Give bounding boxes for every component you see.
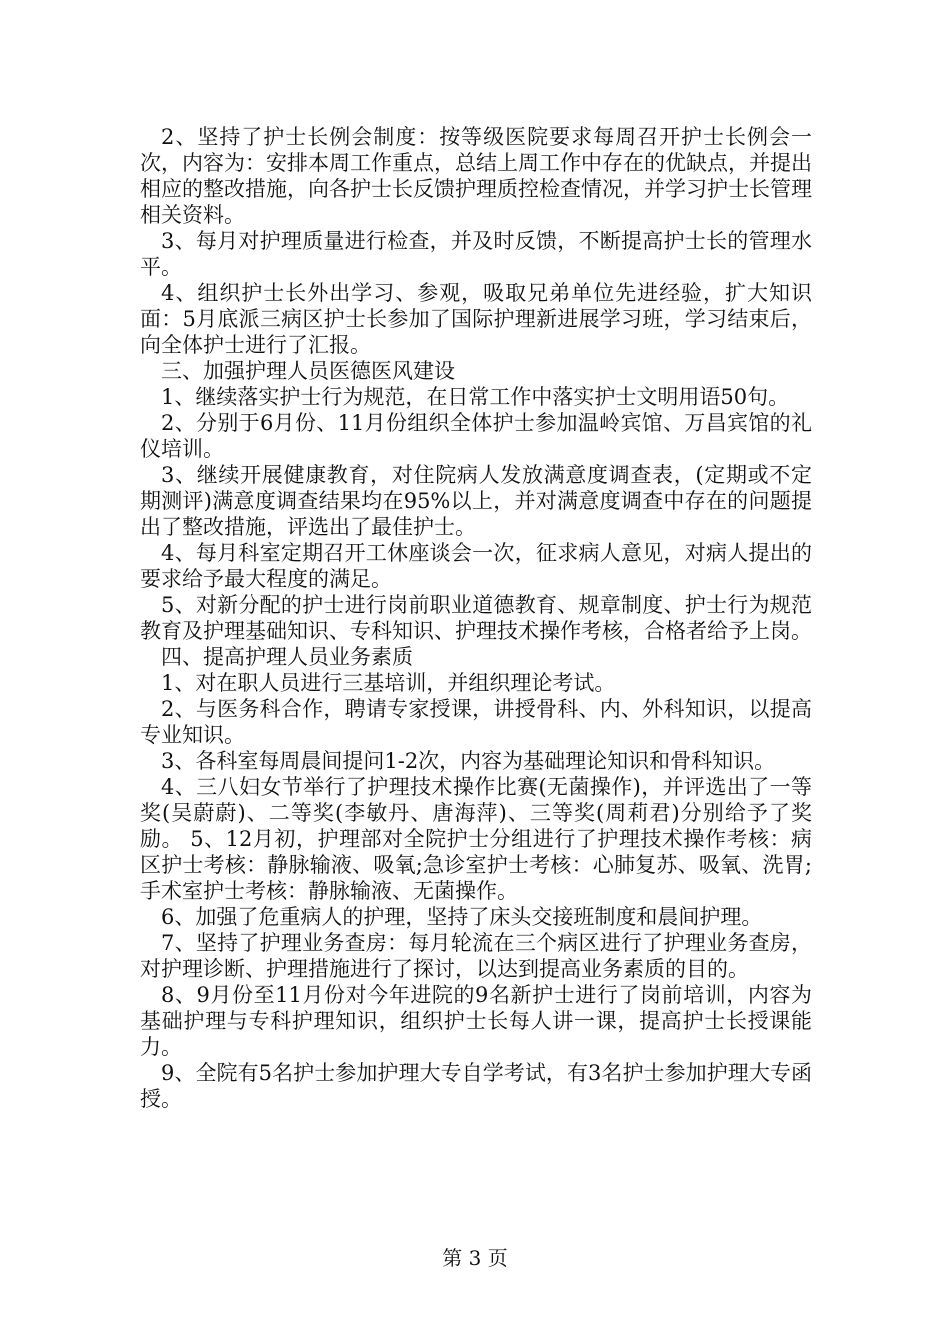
paragraph-regular-meeting: 2、坚持了护士长例会制度：按等级医院要求每周召开护士长例会一次，内容为：安排本周工作重点，总结上周工作中存在的优缺点，并提出相应的整改措施，向各护士长反馈护理质控检查情况，并学习护士长管理相关资料。 (140, 125, 812, 227)
paragraph-pre-job-training: 8、9月份至11月份对今年进院的9名新护士进行了岗前培训，内容为基础护理与专科护理知识，组织护士长每人讲一课，提高护士长授课能力。 (140, 983, 812, 1059)
document-body (140, 124, 812, 1112)
paragraph-basic-training: 1、对在职人员进行三基培训，并组织理论考试。 (161, 671, 616, 695)
paragraph-ward-rounds: 7、坚持了护理业务查房：每月轮流在三个病区进行了护理业务查房，对护理诊断、护理措施进行了探讨，以达到提高业务素质的目的。 (140, 931, 812, 981)
paragraph-skills-competition: 4、三八妇女节举行了护理技术操作比赛(无菌操作)，并评选出了一等奖(吴蔚蔚)、二等奖(李敏丹、唐海萍)、三等奖(周莉君)分别给予了奖励。 5、12月初，护理部对全院护士分组进行了护理技术操作考核：病区护士考核：静脉输液、吸氧;急诊室护士考核：心肺复苏、吸氧、洗胃;手术室护士考核：静脉输液、无菌操作。 (140, 775, 812, 903)
paragraph-critical-care: 6、加强了危重病人的护理，坚持了床头交接班制度和晨间护理。 (161, 905, 763, 929)
paragraph-college-exams: 9、全院有5名护士参加护理大专自学考试，有3名护士参加护理大专函授。 (140, 1061, 812, 1111)
paragraph-expert-lectures: 2、与医务科合作，聘请专家授课，讲授骨科、内、外科知识，以提高专业知识。 (140, 697, 812, 747)
paragraph-quality-check: 3、每月对护理质量进行检查，并及时反馈，不断提高护士长的管理水平。 (140, 229, 812, 279)
paragraph-external-study: 4、组织护士长外出学习、参观，吸取兄弟单位先进经验，扩大知识面：5月底派三病区护士长参加了国际护理新进展学习班，学习结束后，向全体护士进行了汇报。 (140, 281, 812, 357)
paragraph-etiquette-training: 2、分别于6月份、11月份组织全体护士参加温岭宾馆、万昌宾馆的礼仪培训。 (140, 411, 812, 461)
paragraph-morning-questions: 3、各科室每周晨间提问1-2次，内容为基础理论知识和骨科知识。 (161, 749, 776, 773)
paragraph-patient-forum: 4、每月科室定期召开工休座谈会一次，征求病人意见，对病人提出的要求给予最大程度的满足。 (140, 541, 812, 591)
section-heading-quality: 四、提高护理人员业务素质 (161, 645, 413, 669)
page-number: 第 3 页 (442, 1246, 508, 1270)
paragraph-health-education: 3、继续开展健康教育，对住院病人发放满意度调查表，(定期或不定期测评)满意度调查结果均在95%以上，并对满意度调查中存在的问题提出了整改措施，评选出了最佳护士。 (140, 463, 812, 539)
section-heading-ethics: 三、加强护理人员医德医风建设 (161, 359, 455, 383)
paragraph-new-nurse-education: 5、对新分配的护士进行岗前职业道德教育、规章制度、护士行为规范教育及护理基础知识、专科知识、护理技术操作考核，合格者给予上岗。 (140, 593, 812, 643)
paragraph-behavior-norms: 1、继续落实护士行为规范，在日常工作中落实护士文明用语50句。 (161, 385, 790, 409)
